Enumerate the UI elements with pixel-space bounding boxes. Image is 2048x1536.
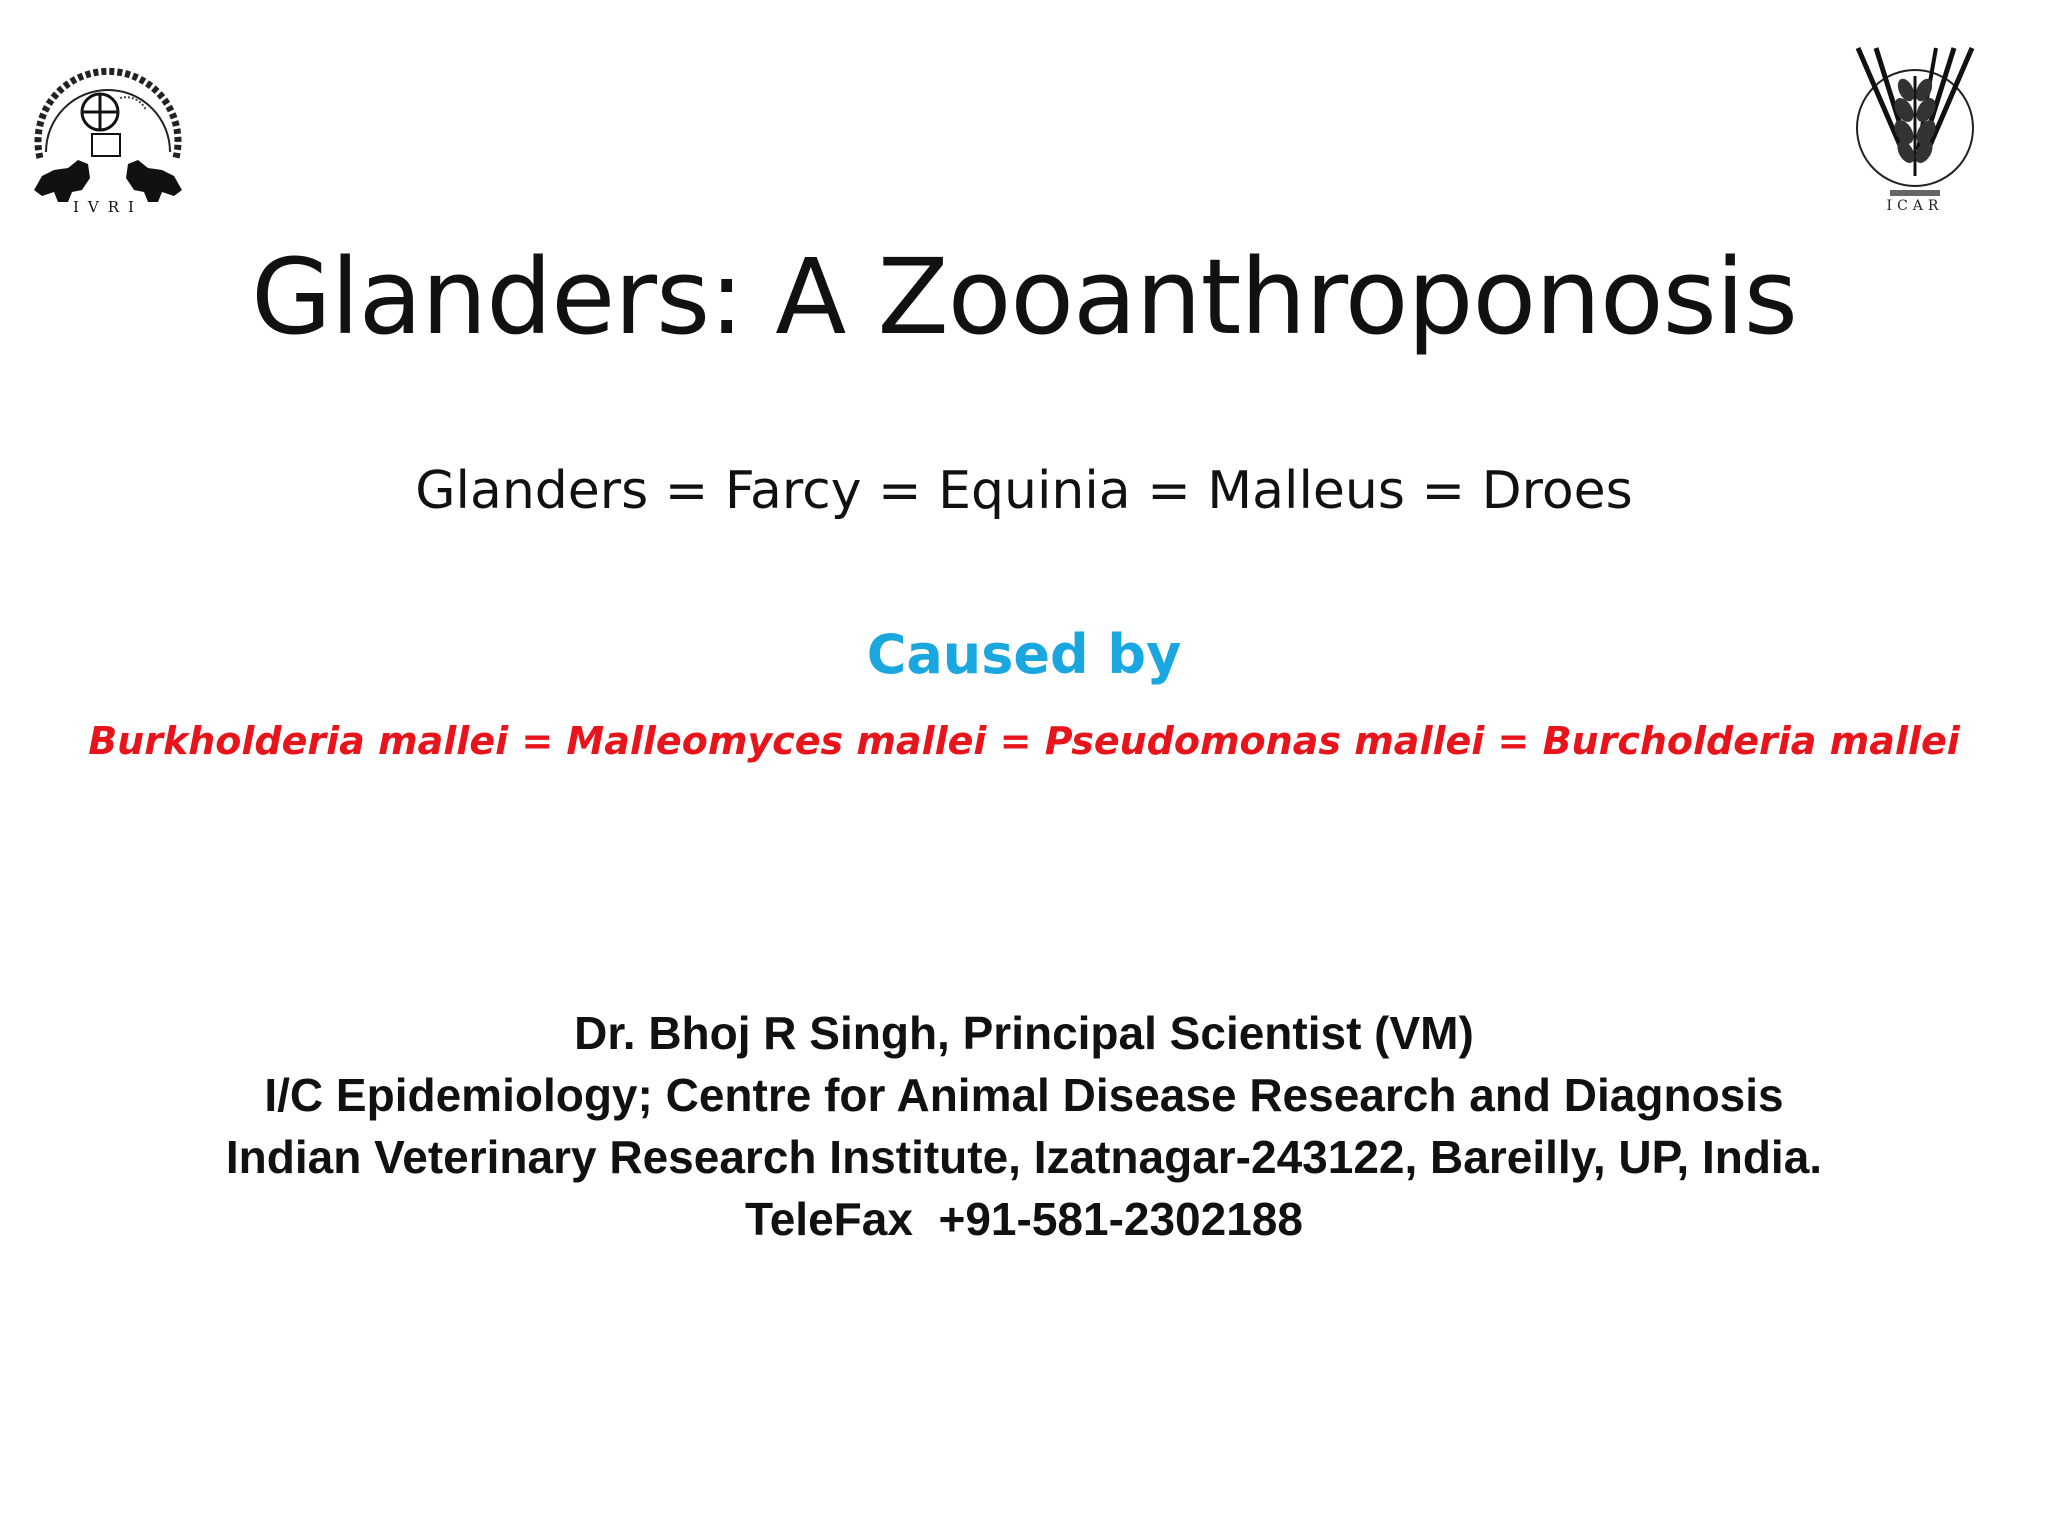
- author-department-line: I/C Epidemiology; Centre for Animal Disease Research and Diagnosis: [264, 1069, 1784, 1121]
- icar-caption: ICAR: [1886, 198, 1944, 214]
- author-block: [0, 1002, 2048, 1250]
- caused-by-heading: Caused by: [866, 623, 1182, 686]
- slide-title: Glanders: A Zooanthroponosis: [251, 236, 1797, 358]
- ivri-caption: IVRI: [73, 198, 143, 216]
- author-name-line: Dr. Bhoj R Singh, Principal Scientist (VM): [574, 1007, 1474, 1059]
- ivri-emblem-icon: [28, 40, 188, 220]
- author-contact-line: TeleFax +91-581-2302188: [745, 1193, 1303, 1245]
- icar-logo: [1850, 46, 1980, 221]
- wheat-emblem-icon: [1850, 46, 1980, 221]
- synonyms-line: Glanders = Farcy = Equinia = Malleus = Droes: [415, 461, 1633, 521]
- author-institute-line: Indian Veterinary Research Institute, Izatnagar-243122, Bareilly, UP, India.: [225, 1131, 1823, 1183]
- ivri-logo: [28, 40, 188, 220]
- organism-names: Burkholderia mallei = Malleomyces mallei = Pseudomonas mallei = Burcholderia mallei: [88, 719, 1960, 763]
